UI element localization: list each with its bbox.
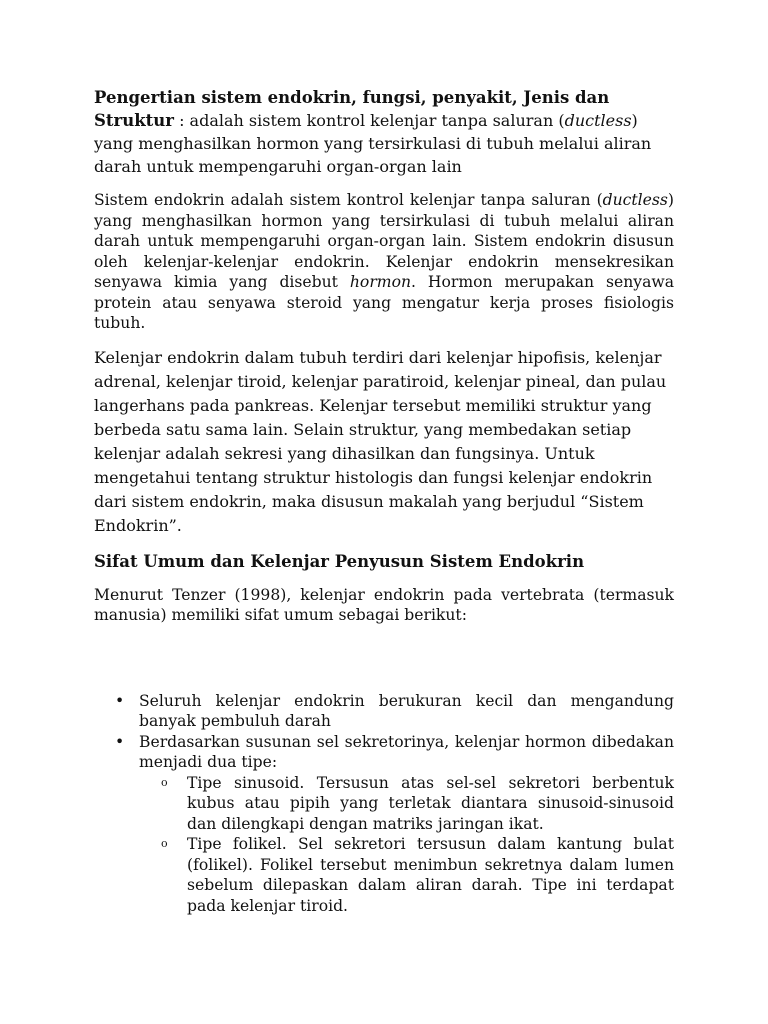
document-page — [94, 86, 674, 916]
list-item — [94, 732, 674, 917]
para1-text-c: . Hormon merupakan senyawa protein atau senyawa steroid yang mengatur kerja proses fisiologis tubuh. — [94, 273, 675, 332]
list-item-text: Seluruh kelenjar endokrin berukuran kecil dan mengandung banyak pembuluh darah — [139, 691, 674, 730]
intro-text-a: : adalah sistem kontrol kelenjar tanpa saluran ( — [173, 111, 565, 130]
paragraph-3: Menurut Tenzer (1998), kelenjar endokrin pada vertebrata (termasuk manusia) memiliki sifat umum sebagai berikut: — [94, 585, 674, 624]
circle-bullet-icon: o — [161, 837, 168, 850]
paragraph-1 — [94, 190, 674, 334]
list-item-text: Berdasarkan susunan sel sekretorinya, kelenjar hormon dibedakan menjadi dua tipe: — [139, 732, 674, 771]
sub-list-item — [139, 834, 674, 916]
sub-list-item — [139, 773, 674, 835]
intro-title: Pengertian sistem endokrin, fungsi, penyakit, Jenis dan Struktur — [94, 88, 610, 130]
para1-hormon: hormon — [349, 273, 411, 291]
paragraph-2: Kelenjar endokrin dalam tubuh terdiri dari kelenjar hipofisis, kelenjar adrenal, kelenjar tiroid, kelenjar paratiroid, kelenjar pineal, dan pulau langerhans pada pankreas. Kelenjar tersebut memiliki struktur yang berbeda satu sama lain. Selain struktur, yang membedakan setiap kelenjar adalah sekresi yang dihasilkan dan fungsinya. Untuk mengetahui tentang struktur histologis dan fungsi kelenjar endokrin dari sistem endokrin, maka disusun makalah yang berjudul “Sistem Endokrin”. — [94, 347, 667, 535]
sub-bullet-list — [139, 773, 674, 917]
bullet-list — [94, 691, 674, 917]
para1-text-a: Sistem endokrin adalah sistem kontrol kelenjar tanpa saluran ( — [94, 191, 603, 209]
para1-ductless: ductless — [602, 191, 668, 209]
intro-paragraph — [94, 86, 674, 178]
intro-ductless: ductless — [564, 111, 632, 130]
para1-text-b: ) yang menghasilkan hormon yang tersirkulasi di tubuh melalui aliran darah untuk mempengaruhi organ-organ lain. Sistem endokrin disusun oleh kelenjar-kelenjar endokrin. Kelenjar endokrin mensekresikan senyawa kimia yang disebut — [94, 191, 674, 291]
sub-list-item-text: Tipe sinusoid. Tersusun atas sel-sel sekretori berbentuk kubus atau pipih yang terletak diantara sinusoid-sinusoid dan dilengkapi dengan matriks jaringan ikat. — [187, 773, 674, 833]
spacer — [94, 638, 674, 691]
circle-bullet-icon: o — [161, 775, 168, 789]
bullet-dot-icon: • — [115, 732, 125, 751]
list-item — [94, 691, 674, 732]
intro-text-b: ) yang menghasilkan hormon yang tersirkulasi di tubuh melalui aliran darah untuk mempengaruhi organ-organ lain — [94, 111, 652, 176]
sub-list-item-text: Tipe folikel. Sel sekretori tersusun dalam kantung bulat (folikel). Folikel tersebut menimbun sekretnya dalam lumen sebelum dilepaskan dalam aliran darah. Tipe ini terdapat pada kelenjar tiroid. — [187, 835, 674, 915]
section-heading: Sifat Umum dan Kelenjar Penyusun Sistem Endokrin — [94, 551, 585, 571]
bullet-dot-icon: • — [115, 691, 125, 710]
